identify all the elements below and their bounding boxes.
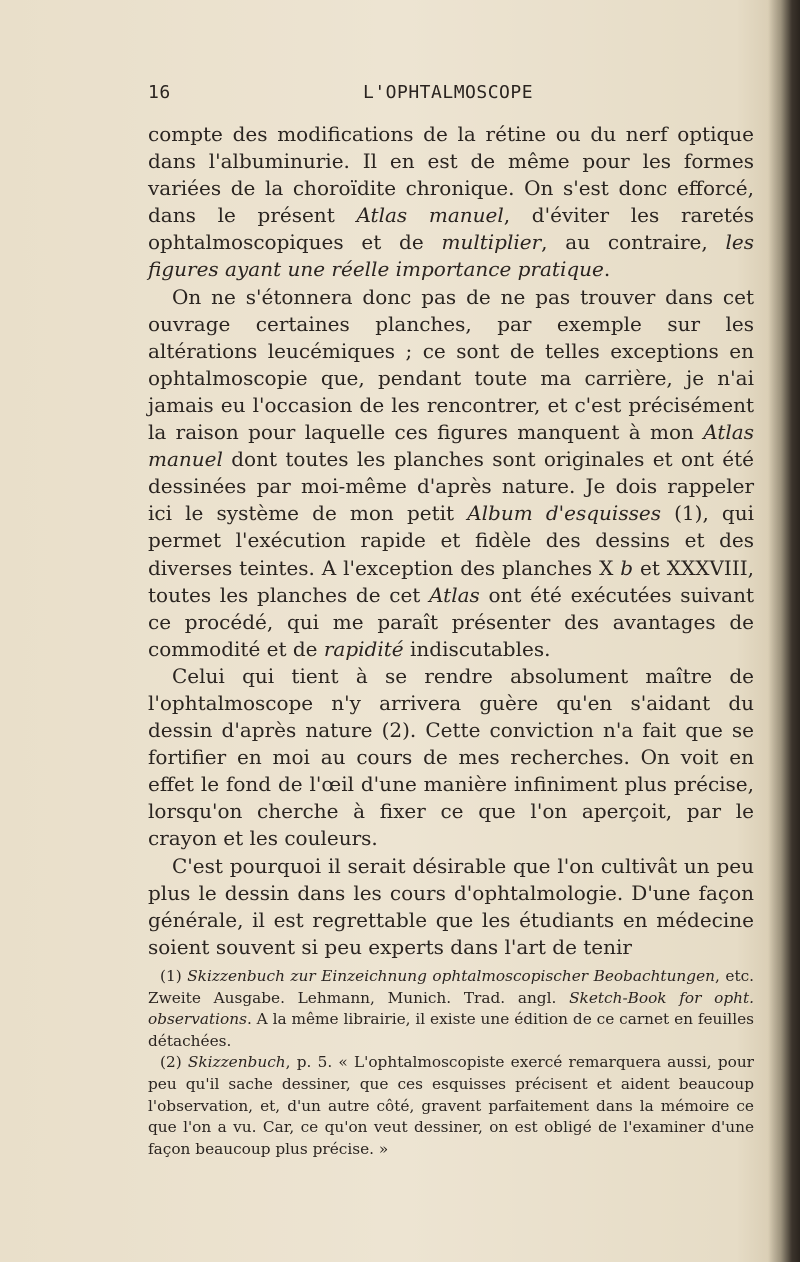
paragraph-2: [148, 284, 754, 663]
text-run: . A la même librairie, il existe une édition de ce carnet en feuilles détachées.: [148, 1010, 754, 1050]
italic-word: multiplier: [441, 230, 542, 255]
italic-phrase: les figures ayant une réelle importance pratique: [148, 230, 754, 282]
text-run: compte des modifications de la rétine ou du nerf optique dans l'albuminurie. Il en est de même pour les formes variées de la choroïdite chronique. On s'est donc efforcé, dans le présent: [148, 122, 754, 228]
text-run: .: [603, 257, 611, 282]
paragraph-3: Celui qui tient à se rendre absolument maître de l'ophtalmoscope n'y arrivera guère qu'en s'aidant du dessin d'après nature (2). Cette conviction n'a fait que se fortifier en moi au cours de mes recherches. On voit en effet le fond de l'œil d'une manière infiniment plus précise, lorsqu'on cherche à fixer ce que l'on aperçoit, par le crayon et les couleurs.: [148, 663, 754, 851]
text-run: (1), qui permet l'exécution rapide et fidèle des dessins et des diverses teintes. A l'exception des planches X: [148, 501, 755, 580]
italic-title: Atlas manuel: [148, 420, 754, 472]
text-run: (1): [160, 967, 188, 985]
footnotes: [148, 966, 754, 1160]
text-run: , d'éviter les raretés ophtalmoscopiques et de: [148, 203, 754, 255]
text-run: (2): [160, 1053, 188, 1072]
text-run: indiscutables.: [403, 636, 551, 661]
paragraph-4: C'est pourquoi il serait désirable que l'on cultivât un peu plus le dessin dans les cours d'ophtalmologie. D'une façon générale, il est regrettable que les étudiants en médecine soient souvent si peu experts dans l'art de tenir: [148, 853, 754, 959]
italic-title: Sketch-Book for opht. observations: [148, 988, 754, 1029]
text-run: , etc. Zweite Ausgabe. Lehmann, Munich. Trad. angl.: [148, 967, 755, 1007]
italic-word: rapidité: [323, 636, 404, 661]
running-title: L'OPHTALMOSCOPE: [363, 82, 534, 103]
text-run: dont toutes les planches sont originales et ont été dessinées par moi-même d'après nature. Je dois rappeler ici le système de mon petit: [148, 447, 754, 526]
paragraph-1: [148, 121, 754, 284]
italic-letter: b: [620, 555, 634, 580]
italic-title: Skizzenbuch: [187, 1053, 286, 1072]
text-run: , p. 5. « L'ophtalmoscopiste exercé remarquera aussi, pour peu qu'il sache dessiner, que ces esquisses précisent et aident beaucoup l'observation, et, d'un autre côté, gravent parfaitement dans la mémoire ce que l'on a vu. Car, ce qu'on veut dessiner, on est obligé de l'examiner d'une façon beaucoup plus précise. »: [148, 1053, 754, 1158]
italic-title: Atlas manuel: [356, 203, 504, 228]
text-run: , au contraire,: [541, 230, 726, 255]
text-run: On ne s'étonnera donc pas de ne pas trouver dans cet ouvrage certaines planches, par exemple sur les altérations leucémiques ; ce sont de telles exceptions en ophtalmoscopie que, pendant toute ma carrière, je n'ai jamais eu l'occasion de les rencontrer, et c'est précisément la raison pour laquelle ces figures manquent à mon: [148, 284, 754, 445]
footnote-2: [148, 1052, 754, 1160]
italic-title: Skizzenbuch zur Einzeichnung ophtalmoscopischer Beobachtungen: [187, 967, 715, 985]
footnote-1: [148, 966, 754, 1052]
italic-title: Atlas: [429, 582, 480, 607]
page-header: [148, 82, 760, 108]
main-text: [148, 121, 754, 961]
text-run: ont été exécutées suivant ce procédé, qui me paraît présenter des avantages de commodité et de: [148, 582, 754, 661]
page-number: 16: [148, 82, 171, 103]
text-run: et XXXVIII, toutes les planches de cet: [148, 555, 754, 607]
italic-title: Album d'esquisses: [467, 501, 661, 526]
page-edge-shadow: [768, 0, 800, 1262]
